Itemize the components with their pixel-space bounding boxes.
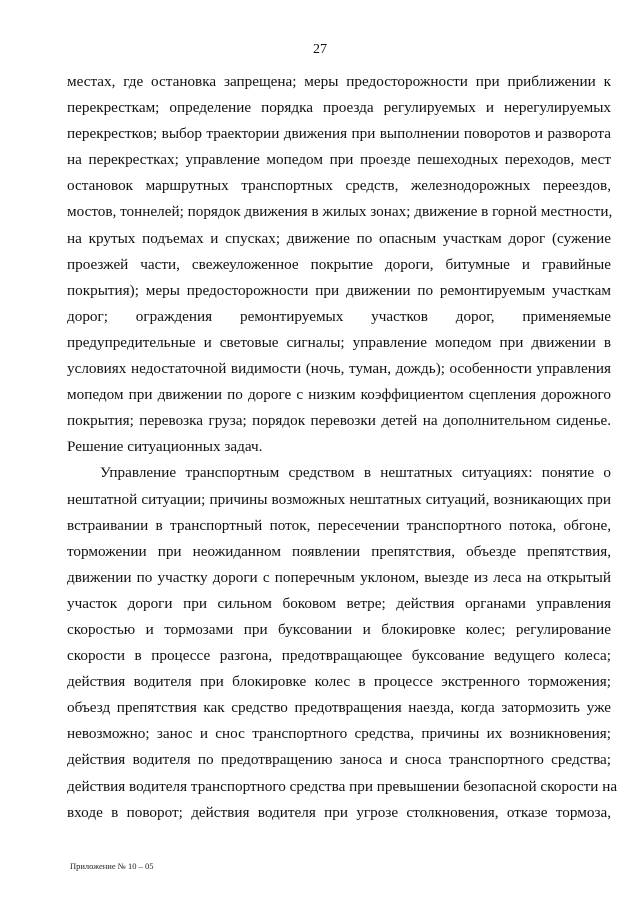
text-line: покрытия); меры предосторожности при движении по ремонтируемым участкам <box>67 281 611 299</box>
text-line: действия водителя транспортного средства при превышении безопасной скорости на <box>67 777 618 795</box>
text-line: нештатной ситуации; причины возможных нештатных ситуаций, возникающих при <box>67 490 611 508</box>
text-line: условиях недостаточной видимости (ночь, туман, дождь); особенности управления <box>67 360 611 378</box>
paragraph-first-line: Управление транспортным средством в нештатных ситуациях: понятие о <box>100 464 611 482</box>
text-line: проезжей части, свежеуложенное покрытие дороги, битумные и гравийные <box>67 255 611 273</box>
text-line: на крутых подъемах и спусках; движение по опасным участкам дорог (сужение <box>67 229 611 247</box>
text-line: скорости в процессе разгона, предотвращающее буксование ведущего колеса; <box>67 647 611 665</box>
text-line: торможении при неожиданном появлении препятствия, объезде препятствия, <box>67 542 611 560</box>
text-line: мостов, тоннелей; порядок движения в жилых зонах; движение в горной местности, <box>67 203 613 221</box>
text-line: покрытия; перевозка груза; порядок перевозки детей на дополнительном сиденье. <box>67 412 611 430</box>
text-line: участок дороги при сильном боковом ветре; действия органами управления <box>67 594 611 612</box>
text-line: объезд препятствия как средство предотвращения наезда, когда затормозить уже <box>67 699 611 717</box>
text-line: местах, где остановка запрещена; меры предосторожности при приближении к <box>67 73 611 90</box>
text-line: действия водителя при блокировке колес в процессе экстренного торможения; <box>67 673 611 691</box>
text-line: остановок маршрутных транспортных средств, железнодорожных переездов, <box>67 177 611 195</box>
text-line: на перекрестках; управление мопедом при проезде пешеходных переходов, мест <box>67 151 611 169</box>
text-line: перекрестков; выбор траектории движения при выполнении поворотов и разворота <box>67 125 611 143</box>
text-line: перекресткам; определение порядка проезда регулируемых и нерегулируемых <box>67 99 611 117</box>
text-line: Решение ситуационных задач. <box>67 438 263 456</box>
text-line: движении по участку дороги с поперечным уклоном, выезде из леса на открытый <box>67 568 611 586</box>
text-line: предупредительные и световые сигналы; управление мопедом при движении в <box>67 333 611 351</box>
text-line: входе в поворот; действия водителя при угрозе столкновения, отказе тормоза, <box>67 803 611 821</box>
body-text <box>67 69 618 826</box>
text-line: невозможно; занос и снос транспортного средства, причины их возникновения; <box>67 725 611 743</box>
text-line: дорог; ограждения ремонтируемых участков дорог, применяемые <box>67 307 611 325</box>
footer-appendix-label: Приложение № 10 – 05 <box>70 861 154 871</box>
text-line: скоростью и тормозами при буксовании и блокировке колес; регулирование <box>67 620 611 638</box>
page-number: 27 <box>313 42 327 57</box>
text-line: действия водителя по предотвращению заноса и сноса транспортного средства; <box>67 751 611 769</box>
text-line: мопедом при движении по дороге с низким коэффициентом сцепления дорожного <box>67 386 611 404</box>
text-line: встраивании в транспортный поток, пересечении транспортного потока, обгоне, <box>67 516 611 534</box>
